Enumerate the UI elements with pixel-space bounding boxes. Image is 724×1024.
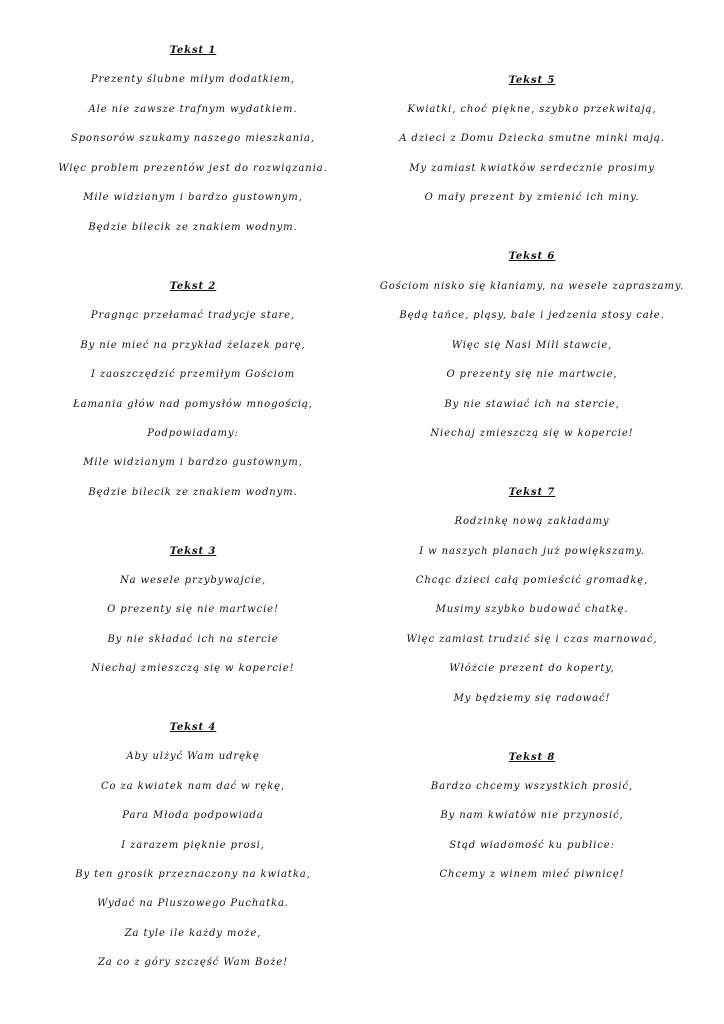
poem-line: Na wesele przybywajcie, bbox=[119, 575, 267, 586]
poem-line: By nam kwiatów nie przynosić, bbox=[440, 810, 624, 821]
poem-line: Rodzinkę nową zakładamy bbox=[454, 516, 610, 527]
poem-line: Bardzo chcemy wszystkich prosić, bbox=[430, 781, 634, 792]
poem-line: Niechaj zmieszczą się w kopercie! bbox=[430, 428, 634, 439]
poem-title: Tekst 5 bbox=[508, 75, 556, 86]
poem-line: Gościom nisko się kłaniamy, na wesele zapraszamy. bbox=[379, 281, 685, 292]
poem-line: O prezenty się nie martwcie! bbox=[107, 604, 279, 615]
poem-line: By nie stawiać ich na stercie, bbox=[444, 399, 620, 410]
poem-line: Chcąc dzieci całą pomieścić gromadkę, bbox=[415, 575, 649, 586]
poem-line: O prezenty się nie martwcie, bbox=[446, 369, 618, 380]
poem-line: Więc problem prezentów jest do rozwiązania. bbox=[58, 163, 328, 174]
poem-line: Niechaj zmieszczą się w kopercie! bbox=[91, 663, 295, 674]
poem-line: Będzie bilecik ze znakiem wodnym. bbox=[88, 222, 298, 233]
poem-line: Mile widzianym i bardzo gustownym, bbox=[83, 192, 303, 203]
poem-line: Więc zamiast trudzić się i czas marnować, bbox=[406, 634, 658, 645]
poem-line: Będzie bilecik ze znakiem wodnym. bbox=[88, 487, 298, 498]
poem-line: Co za kwiatek nam dać w rękę, bbox=[100, 781, 286, 792]
poem-line: Para Młoda podpowiada bbox=[122, 810, 264, 821]
poem-line: By nie mieć na przykład żelazek parę, bbox=[80, 340, 306, 351]
poem-title: Tekst 8 bbox=[508, 752, 556, 763]
poem-line: Łamania głów nad pomysłów mnogością, bbox=[73, 399, 313, 410]
poem-title: Tekst 3 bbox=[169, 546, 217, 557]
poem-line: I zarazem pięknie prosi, bbox=[121, 840, 265, 851]
poem-title: Tekst 4 bbox=[169, 722, 217, 733]
poem-title: Tekst 2 bbox=[169, 281, 217, 292]
poem-line: Włóżcie prezent do koperty, bbox=[449, 663, 615, 674]
poem-title: Tekst 1 bbox=[169, 45, 217, 56]
poem-title: Tekst 6 bbox=[508, 251, 556, 262]
poem-line: Chcemy z winem mieć piwnicę! bbox=[439, 869, 625, 880]
poem-line: Za tyle ile każdy może, bbox=[124, 928, 262, 939]
poem-line: By nie składać ich na stercie bbox=[107, 634, 279, 645]
poem-line: My zamiast kwiatków serdecznie prosimy bbox=[409, 163, 655, 174]
poem-line: Prezenty ślubne miłym dodatkiem, bbox=[90, 74, 296, 85]
poem-line: I w naszych planach już powiększamy. bbox=[419, 546, 645, 557]
poem-line: A dzieci z Domu Dziecka smutne minki mają. bbox=[399, 133, 665, 144]
poem-line: O mały prezent by zmienić ich miny. bbox=[424, 192, 640, 203]
poem-line: Stąd wiadomość ku publice: bbox=[449, 840, 615, 851]
poem-line: Podpowiadamy: bbox=[147, 428, 239, 439]
poem-line: Musimy szybko budować chatkę. bbox=[435, 604, 629, 615]
poem-line: Kwiatki, choć piękne, szybko przekwitają, bbox=[407, 104, 657, 115]
poem-line: By ten grosik przeznaczony na kwiatka, bbox=[75, 869, 311, 880]
poem-line: Mile widzianym i bardzo gustownym, bbox=[83, 457, 303, 468]
poem-line: Będą tańce, pląsy, bale i jedzenia stosy całe. bbox=[399, 310, 665, 321]
poem-line: Aby ulżyć Wam udrękę bbox=[126, 751, 260, 762]
poem-line: My będziemy się radować! bbox=[453, 693, 611, 704]
poem-title: Tekst 7 bbox=[508, 487, 556, 498]
poem-line: Za co z góry szczęść Wam Boże! bbox=[97, 957, 289, 968]
poem-line: Ale nie zawsze trafnym wydatkiem. bbox=[88, 104, 298, 115]
poem-line: Sponsorów szukamy naszego mieszkania, bbox=[71, 133, 315, 144]
poem-line: Pragnąc przełamać tradycje stare, bbox=[90, 310, 296, 321]
poem-line: Więc się Nasi Mili stawcie, bbox=[451, 340, 613, 351]
poem-line: Wydać na Pluszowego Puchatka. bbox=[97, 898, 289, 909]
poem-line: I zaoszczędzić przemiłym Gościom bbox=[90, 369, 296, 380]
